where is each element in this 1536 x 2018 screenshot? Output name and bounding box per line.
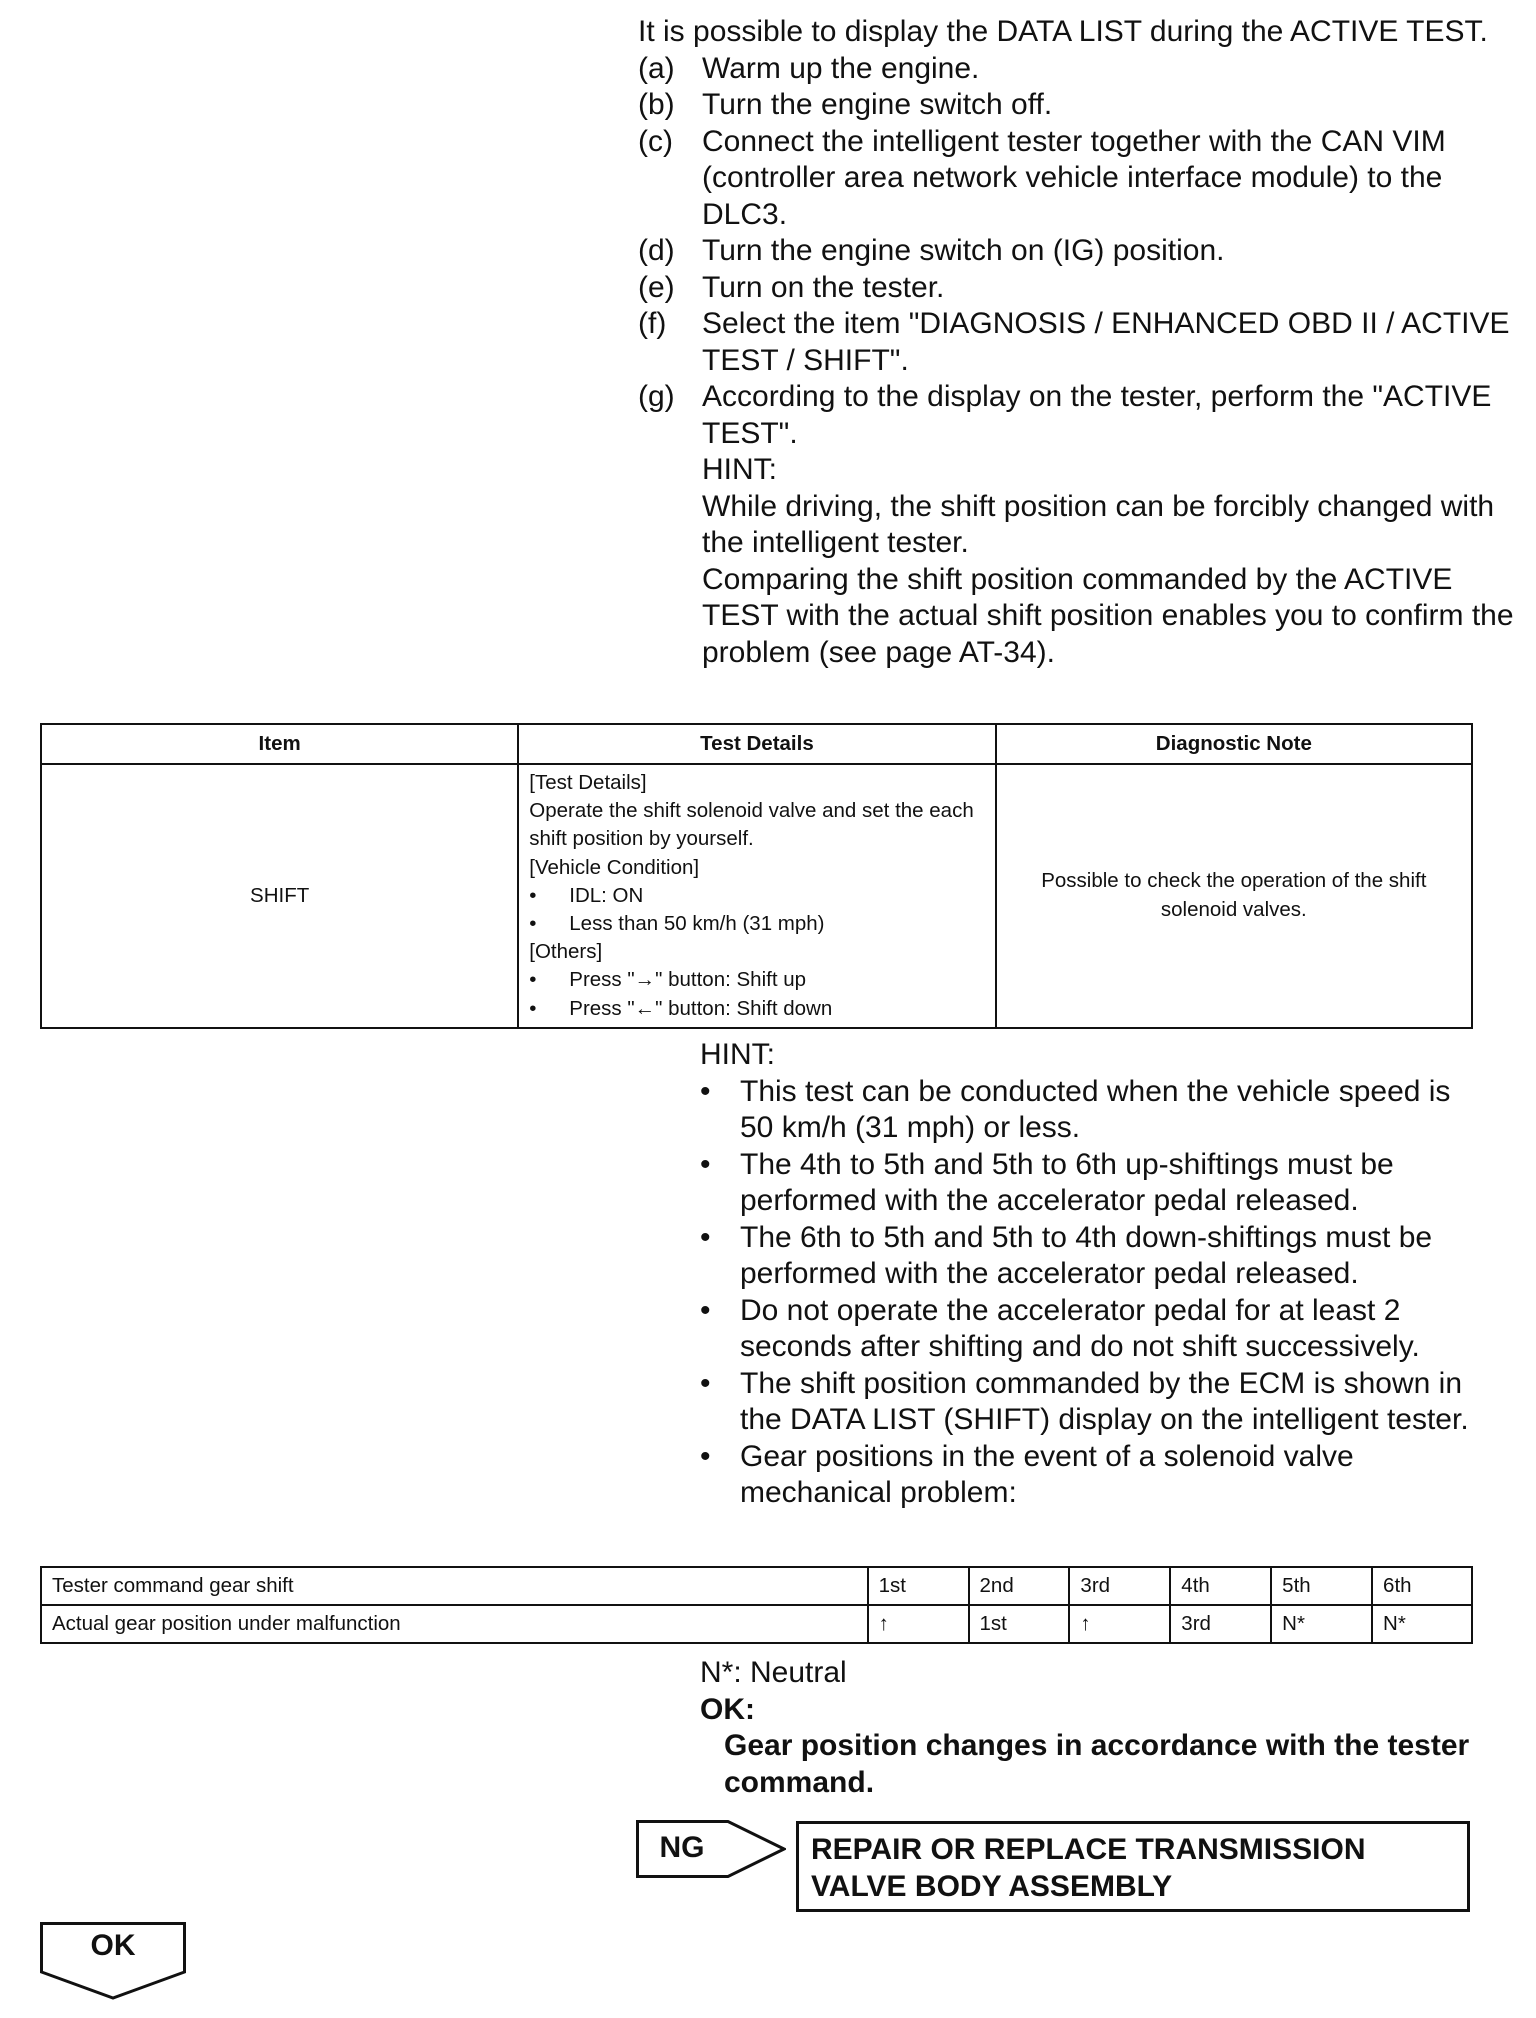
list-item bbox=[700, 1439, 1490, 1512]
list-item bbox=[700, 1366, 1490, 1439]
procedure-step bbox=[638, 233, 1518, 270]
step-text: Connect the intelligent tester together with the CAN VIM (controller area network vehicle interface module) to the DLC3. bbox=[702, 124, 1446, 231]
row-label: Tester command gear shift bbox=[41, 1567, 868, 1605]
gear-cell: 2nd bbox=[969, 1567, 1070, 1605]
hint-section bbox=[700, 1037, 1490, 1512]
step-text: Turn the engine switch off. bbox=[702, 88, 1053, 121]
active-test-table bbox=[40, 723, 1473, 1029]
table-row bbox=[41, 764, 1472, 1028]
ok-flow-label: OK bbox=[90, 1929, 136, 1962]
vehicle-condition: IDL: ON bbox=[569, 883, 644, 907]
step-text: Turn the engine switch on (IG) position. bbox=[702, 234, 1225, 267]
gear-cell: N* bbox=[1271, 1605, 1372, 1643]
step-label: (b) bbox=[638, 88, 675, 121]
procedure-step bbox=[638, 270, 1518, 307]
gear-position-table bbox=[40, 1566, 1473, 1644]
gear-cell: N* bbox=[1372, 1605, 1472, 1643]
hint-text: The 6th to 5th and 5th to 4th down-shiftings must be performed with the accelerator pedal released. bbox=[740, 1220, 1433, 1290]
list-item bbox=[700, 1293, 1490, 1366]
step-label: (e) bbox=[638, 270, 675, 304]
gear-cell: 3rd bbox=[1170, 1605, 1271, 1643]
bullet: • bbox=[529, 883, 537, 907]
bullet: • bbox=[700, 1293, 711, 1327]
hint-text: This test can be conducted when the vehicle speed is 50 km/h (31 mph) or less. bbox=[740, 1074, 1451, 1144]
result-section bbox=[700, 1655, 1500, 1801]
column-header-test-details: Test Details bbox=[518, 724, 995, 764]
procedure-step bbox=[638, 124, 1518, 234]
ng-label: NG bbox=[659, 1831, 705, 1864]
gear-cell: ↑ bbox=[868, 1605, 969, 1643]
step-text: According to the display on the tester, perform the "ACTIVE TEST". bbox=[702, 380, 1492, 450]
procedure-step bbox=[638, 51, 1518, 88]
bullet: • bbox=[529, 912, 537, 936]
list-item bbox=[700, 1147, 1490, 1220]
bullet: • bbox=[529, 968, 537, 992]
diagnostic-note-cell: Possible to check the operation of the shift solenoid valves. bbox=[996, 764, 1472, 1028]
step-label: (c) bbox=[638, 124, 673, 158]
column-header-item: Item bbox=[41, 724, 518, 764]
list-item bbox=[529, 966, 984, 994]
neutral-footnote: N*: Neutral bbox=[700, 1656, 847, 1689]
bullet: • bbox=[700, 1220, 711, 1254]
hint-text: The shift position commanded by the ECM is shown in the DATA LIST (SHIFT) display on the intelligent tester. bbox=[740, 1366, 1469, 1436]
hint-label: HINT: bbox=[702, 453, 777, 486]
step-text: Warm up the engine. bbox=[702, 51, 980, 85]
ok-arrow bbox=[40, 1922, 186, 2000]
row-label: Actual gear position under malfunction bbox=[41, 1605, 868, 1643]
step-label: (a) bbox=[638, 51, 675, 85]
other-instruction: Press "←" button: Shift down bbox=[569, 996, 833, 1020]
procedure-step bbox=[638, 306, 1518, 379]
procedure-step bbox=[638, 87, 1518, 124]
hint-text: The 4th to 5th and 5th to 6th up-shiftings must be performed with the accelerator pedal released. bbox=[740, 1147, 1394, 1217]
ng-action-box: REPAIR OR REPLACE TRANSMISSION VALVE BODY ASSEMBLY bbox=[796, 1821, 1470, 1912]
table-row bbox=[41, 1605, 1472, 1643]
bullet: • bbox=[529, 996, 537, 1020]
gear-cell: 6th bbox=[1372, 1567, 1472, 1605]
test-details-cell bbox=[518, 764, 995, 1028]
ok-condition: Gear position changes in accordance with the tester command. bbox=[724, 1729, 1470, 1799]
gear-cell: 4th bbox=[1170, 1567, 1271, 1605]
step-label: (d) bbox=[638, 234, 675, 267]
step-label: (g) bbox=[638, 380, 675, 413]
column-header-diagnostic-note: Diagnostic Note bbox=[996, 724, 1472, 764]
hint-label: HINT: bbox=[700, 1038, 775, 1071]
step-text: Select the item "DIAGNOSIS / ENHANCED OBD II / ACTIVE TEST / SHIFT". bbox=[702, 307, 1510, 377]
bullet: • bbox=[700, 1366, 711, 1400]
hint-line: Comparing the shift position commanded by the ACTIVE TEST with the actual shift position enables you to confirm the problem (see page AT-34). bbox=[702, 562, 1514, 669]
bullet: • bbox=[700, 1439, 711, 1473]
list-item bbox=[700, 1220, 1490, 1293]
bullet: • bbox=[700, 1147, 711, 1181]
vehicle-condition-label: [Vehicle Condition] bbox=[529, 855, 700, 879]
gear-cell: 5th bbox=[1271, 1567, 1372, 1605]
gear-cell: 1st bbox=[868, 1567, 969, 1605]
list-item bbox=[529, 995, 984, 1023]
hint-text: Gear positions in the event of a solenoid valve mechanical problem: bbox=[740, 1439, 1354, 1509]
gear-cell: 3rd bbox=[1069, 1567, 1170, 1605]
bullet: • bbox=[700, 1074, 711, 1108]
list-item bbox=[529, 882, 984, 910]
test-details-text: Operate the shift solenoid valve and set the each shift position by yourself. bbox=[529, 799, 974, 851]
procedure-intro: It is possible to display the DATA LIST during the ACTIVE TEST. bbox=[638, 15, 1488, 48]
procedure-step bbox=[638, 379, 1518, 452]
hint-line: While driving, the shift position can be forcibly changed with the intelligent tester. bbox=[702, 489, 1495, 559]
list-item bbox=[529, 910, 984, 938]
step-label: (f) bbox=[638, 307, 667, 340]
other-instruction: Press "→" button: Shift up bbox=[569, 968, 807, 992]
hint-text: Do not operate the accelerator pedal for at least 2 seconds after shifting and do not shift successively. bbox=[740, 1293, 1420, 1363]
test-details-label: [Test Details] bbox=[529, 771, 647, 794]
ok-label: OK: bbox=[700, 1692, 755, 1726]
ng-arrow bbox=[636, 1820, 786, 1880]
others-label: [Others] bbox=[529, 940, 603, 964]
step-text: Turn on the tester. bbox=[702, 270, 945, 304]
table-row bbox=[41, 1567, 1472, 1605]
list-item bbox=[700, 1074, 1490, 1147]
procedure-section bbox=[638, 14, 1518, 671]
item-cell: SHIFT bbox=[41, 764, 518, 1028]
gear-cell: ↑ bbox=[1069, 1605, 1170, 1643]
table-header-row bbox=[41, 724, 1472, 764]
gear-cell: 1st bbox=[969, 1605, 1070, 1643]
vehicle-condition: Less than 50 km/h (31 mph) bbox=[569, 912, 825, 936]
